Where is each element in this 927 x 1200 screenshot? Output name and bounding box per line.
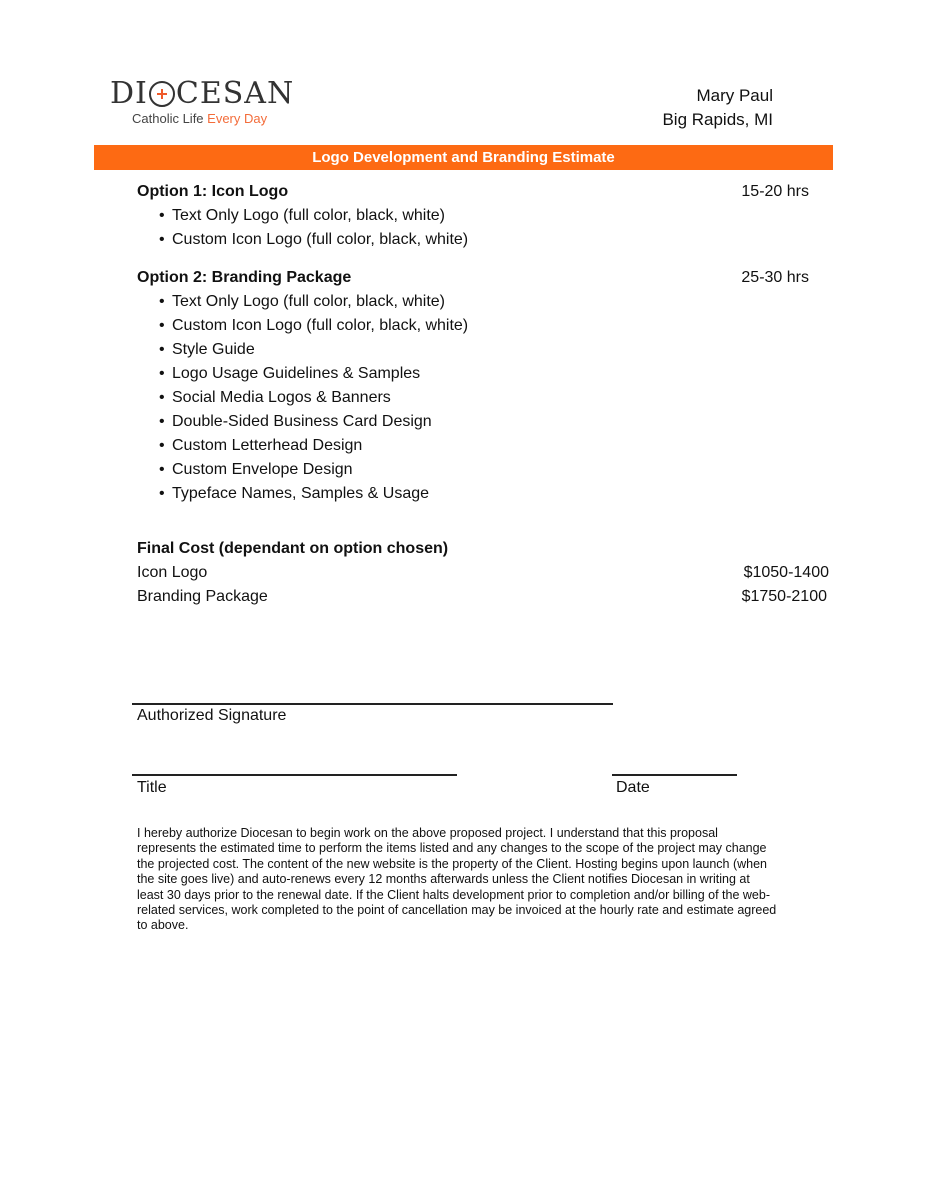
item-label: Double-Sided Business Card Design: [172, 413, 432, 430]
list-item: [159, 314, 829, 338]
option-header: [137, 266, 829, 290]
final-cost-title: Final Cost (dependant on option chosen): [137, 540, 449, 557]
item-label: Logo Usage Guidelines & Samples: [172, 365, 421, 382]
bullet-icon: •: [159, 389, 165, 406]
signature-line[interactable]: [132, 703, 613, 705]
item-label: Custom Icon Logo (full color, black, white): [172, 317, 469, 334]
cost-price: $1050-1400: [743, 564, 829, 581]
item-label: Custom Letterhead Design: [172, 437, 363, 454]
item-label: Custom Icon Logo (full color, black, white): [172, 231, 469, 248]
bullet-icon: •: [159, 207, 165, 224]
client-location: Big Rapids, MI: [662, 110, 773, 129]
title-label: Title: [137, 779, 167, 796]
diocesan-logo: [110, 78, 310, 126]
option-hours: 25-30 hrs: [741, 269, 809, 286]
list-item: [159, 458, 829, 482]
authorized-signature-label: Authorized Signature: [137, 707, 287, 724]
tagline-plain: Catholic Life: [132, 111, 208, 126]
cross-in-circle-icon: [149, 81, 175, 107]
item-label: Social Media Logos & Banners: [172, 389, 391, 406]
title-line[interactable]: [132, 774, 457, 776]
list-item: [159, 290, 829, 314]
list-item: [159, 362, 829, 386]
item-label: Text Only Logo (full color, black, white): [172, 207, 446, 224]
tagline-accent: Every Day: [207, 111, 268, 126]
option-title: Option 1: Icon Logo: [137, 183, 289, 200]
date-label: Date: [616, 779, 650, 796]
list-item: [159, 410, 829, 434]
option-1: [137, 180, 829, 252]
item-label: Style Guide: [172, 341, 255, 358]
logo-wordmark: [110, 78, 310, 110]
option-items: [137, 290, 829, 506]
option-title: Option 2: Branding Package: [137, 269, 352, 286]
cost-price: $1750-2100: [741, 588, 827, 605]
bullet-icon: •: [159, 293, 165, 310]
authorization-terms: I hereby authorize Diocesan to begin work on the above proposed project. I understand that this proposal represents the estimated time to perform the items listed and any changes to the scope of the project may change the projected cost. The content of the new website is the property of the Client. Hosting begins upon launch (when the site goes live) and auto-renews every 12 months afterwards unless the Client notifies Diocesan in writing at least 30 days prior to the renewal date. If the Client halts development prior to completion and/or billing of the web-related services, work completed to the point of cancellation may be invoiced at the hourly rate and estimate agreed to above.: [137, 826, 777, 933]
bullet-icon: •: [159, 365, 165, 382]
final-cost: [137, 537, 829, 609]
bullet-icon: •: [159, 317, 165, 334]
bullet-icon: •: [159, 231, 165, 248]
option-header: [137, 180, 829, 204]
list-item: [159, 386, 829, 410]
logo-text-end: CESAN: [175, 76, 295, 111]
list-item: [159, 434, 829, 458]
cost-row: [137, 561, 829, 585]
list-item: [159, 204, 829, 228]
cost-label: Icon Logo: [137, 564, 208, 581]
list-item: [159, 228, 829, 252]
option-items: [137, 204, 829, 252]
option-2: [137, 266, 829, 506]
bullet-icon: •: [159, 461, 165, 478]
cost-row: [137, 585, 829, 609]
bullet-icon: •: [159, 485, 165, 502]
bullet-icon: •: [159, 437, 165, 454]
item-label: Typeface Names, Samples & Usage: [172, 485, 430, 502]
client-info: [662, 84, 773, 132]
client-name: Mary Paul: [696, 86, 773, 105]
item-label: Custom Envelope Design: [172, 461, 353, 478]
logo-text-start: DI: [110, 76, 148, 111]
option-hours: 15-20 hrs: [741, 183, 809, 200]
list-item: [159, 338, 829, 362]
bullet-icon: •: [159, 341, 165, 358]
bullet-icon: •: [159, 413, 165, 430]
logo-tagline: [132, 111, 310, 126]
date-line[interactable]: [612, 774, 737, 776]
list-item: [159, 482, 829, 506]
item-label: Text Only Logo (full color, black, white): [172, 293, 446, 310]
cost-label: Branding Package: [137, 588, 268, 605]
estimate-title-banner: Logo Development and Branding Estimate: [94, 145, 833, 170]
